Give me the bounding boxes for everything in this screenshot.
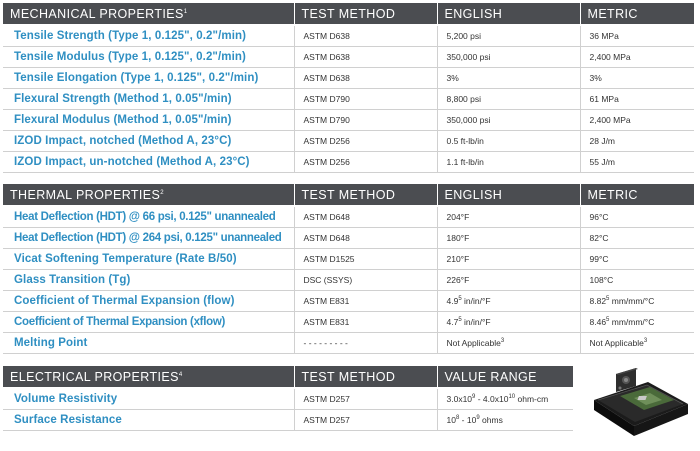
english-value: 0.5 ft-lb/in [437,131,580,152]
property-name: IZOD Impact, notched (Method A, 23°C) [3,131,294,152]
property-name: Melting Point [3,333,294,354]
property-name: Flexural Strength (Method 1, 0.05"/min) [3,89,294,110]
test-method: ASTM D638 [294,26,437,47]
property-name: Heat Deflection (HDT) @ 264 psi, 0.125" unannealed [3,228,294,249]
english-value: 8,800 psi [437,89,580,110]
value-range: $3.0x10^9 - 4.0x10^{10}$ ohm-cm [437,389,573,410]
test-method: DSC (SSYS) [294,270,437,291]
metric-value: 55 J/m [580,152,694,173]
thermal-header-test: TEST METHOD [294,184,437,205]
test-method: - - - - - - - - - [294,333,437,354]
thermal-header-title: THERMAL PROPERTIES$^2$ [3,184,294,205]
table-row [3,89,694,110]
metric-value: 2,400 MPa [580,47,694,68]
property-name: Tensile Elongation (Type 1, 0.125", 0.2"/min) [3,68,294,89]
table-row [3,152,694,173]
metric-value: 82°C [580,228,694,249]
english-value: 5,200 psi [437,26,580,47]
metric-value: 28 J/m [580,131,694,152]
table-row [3,333,694,354]
electrical-header-range: VALUE RANGE [437,366,573,387]
test-method: ASTM E831 [294,291,437,312]
test-method: ASTM D638 [294,68,437,89]
electrical-header-row [3,366,573,387]
english-value: $4.7^5$ in/in/°F [437,312,580,333]
property-name: Coefficient of Thermal Expansion (xflow) [3,312,294,333]
table-row [3,68,694,89]
table-row [3,291,694,312]
table-row [3,312,694,333]
property-name: Glass Transition (Tg) [3,270,294,291]
english-value: 180°F [437,228,580,249]
metric-value: 99°C [580,249,694,270]
metric-value: 3% [580,68,694,89]
thermal-properties-table [3,184,694,354]
table-row [3,389,573,410]
electrical-header-title: ELECTRICAL PROPERTIES$^4$ [3,366,294,387]
property-name: Tensile Strength (Type 1, 0.125", 0.2"/min) [3,26,294,47]
table-row [3,110,694,131]
property-name: Surface Resistance [3,410,294,431]
test-method: ASTM D256 [294,152,437,173]
property-name: Flexural Modulus (Method 1, 0.05"/min) [3,110,294,131]
metric-value: 2,400 MPa [580,110,694,131]
english-value: 210°F [437,249,580,270]
value-range: $10^8 - 10^9$ ohms [437,410,573,431]
metric-value: 8.46$^5$ mm/mm/°C [580,312,694,333]
property-name: Coefficient of Thermal Expansion (flow) [3,291,294,312]
test-method: ASTM D790 [294,110,437,131]
english-value: 204°F [437,207,580,228]
test-method: ASTM D790 [294,89,437,110]
test-method: ASTM D257 [294,410,437,431]
mechanical-properties-table [3,3,694,173]
property-name: Heat Deflection (HDT) @ 66 psi, 0.125" unannealed [3,207,294,228]
metric-value: 36 MPa [580,26,694,47]
table-row [3,410,573,431]
mechanical-header-row [3,3,694,24]
english-value: 350,000 psi [437,47,580,68]
electronic-enclosure-icon [590,360,690,440]
metric-value: 8.82$^5$ mm/mm/°C [580,291,694,312]
mechanical-header-title: MECHANICAL PROPERTIES$^1$ [3,3,294,24]
english-value: 226°F [437,270,580,291]
table-row [3,270,694,291]
property-name: IZOD Impact, un-notched (Method A, 23°C) [3,152,294,173]
english-value: $4.9^5$ in/in/°F [437,291,580,312]
thermal-header-row [3,184,694,205]
table-row [3,26,694,47]
test-method: ASTM D638 [294,47,437,68]
mechanical-header-metric: METRIC [580,3,694,24]
property-name: Vicat Softening Temperature (Rate B/50) [3,249,294,270]
test-method: ASTM E831 [294,312,437,333]
electrical-properties-table [3,366,573,431]
test-method: ASTM D648 [294,207,437,228]
table-row [3,249,694,270]
thermal-header-metric: METRIC [580,184,694,205]
english-value: 1.1 ft-lb/in [437,152,580,173]
english-value: 350,000 psi [437,110,580,131]
mechanical-header-english: ENGLISH [437,3,580,24]
table-row [3,228,694,249]
test-method: ASTM D1525 [294,249,437,270]
mechanical-header-test: TEST METHOD [294,3,437,24]
table-row [3,47,694,68]
electrical-header-test: TEST METHOD [294,366,437,387]
metric-value: 61 MPa [580,89,694,110]
thermal-header-english: ENGLISH [437,184,580,205]
metric-value: Not Applicable$^3$ [580,333,694,354]
property-name: Tensile Modulus (Type 1, 0.125", 0.2"/min) [3,47,294,68]
metric-value: 96°C [580,207,694,228]
test-method: ASTM D256 [294,131,437,152]
property-name: Volume Resistivity [3,389,294,410]
english-value: 3% [437,68,580,89]
english-value: Not Applicable$^3$ [437,333,580,354]
metric-value: 108°C [580,270,694,291]
test-method: ASTM D257 [294,389,437,410]
table-row [3,207,694,228]
table-row [3,131,694,152]
test-method: ASTM D648 [294,228,437,249]
